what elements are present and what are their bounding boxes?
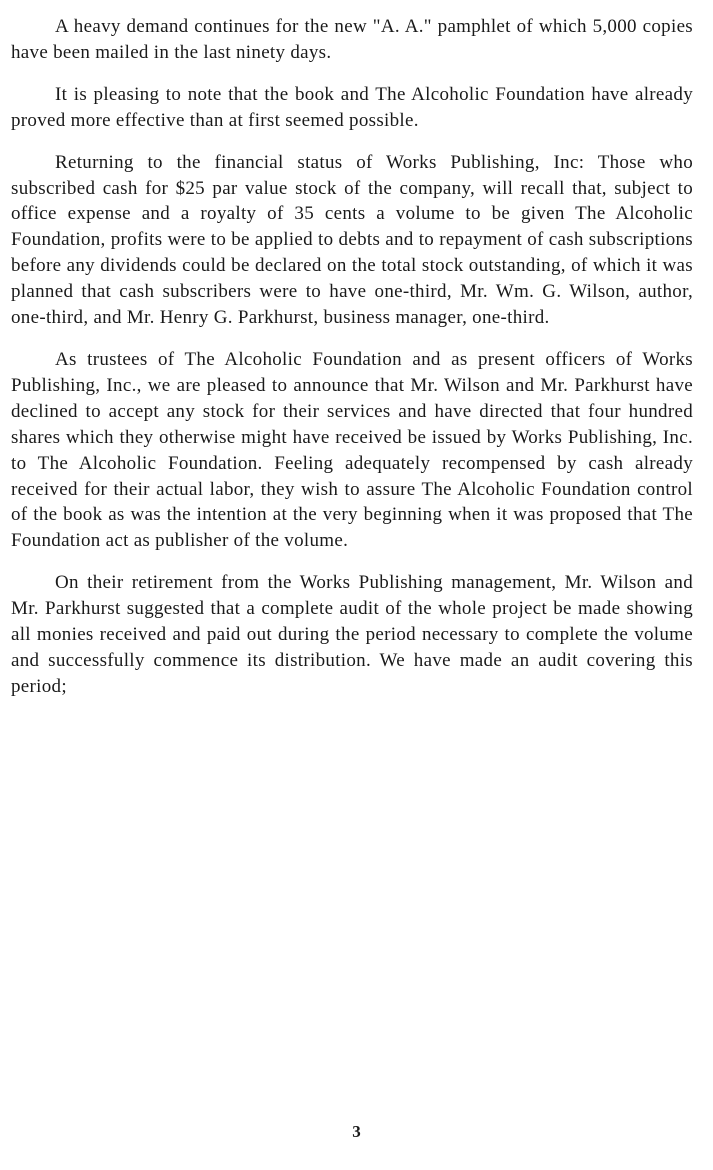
page-number: 3	[352, 1122, 361, 1141]
paragraph-pamphlet-demand: A heavy demand continues for the new "A. A." pamphlet of which 5,000 copies have been mailed in the last ninety days.	[11, 16, 693, 63]
paragraph-financial-status: Returning to the financial status of Works Publishing, Inc: Those who subscribed cash for $25 par value stock of the company, will recall that, subject to office expense and a royalty of 35 cents a volume to be given The Alcoholic Foundation, profits were to be applied to debts and to repayment of cash subscriptions before any dividends could be declared on the total stock outstanding, of which it was planned that cash subscribers were to have one-third, Mr. Wm. G. Wilson, author, one-third, and Mr. Henry G. Parkhurst, business manager, one-third.	[11, 151, 693, 329]
paragraph-trustees-announcement: As trustees of The Alcoholic Foundation and as present officers of Works Publishing, Inc., we are pleased to announce that Mr. Wilson and Mr. Parkhurst have declined to accept any stock for their services and have directed that four hundred shares which they otherwise might have received be issued by Works Publishing, Inc. to The Alcoholic Foundation. Feeling adequately recompensed by cash already received for their actual labor, they wish to assure The Alcoholic Foundation control of the book as was the intention at the very beginning when it was proposed that The Foundation act as publisher of the volume.	[11, 348, 693, 552]
paragraph-audit: On their retirement from the Works Publishing management, Mr. Wilson and Mr. Parkhurst suggested that a complete audit of the whole project be made showing all monies received and paid out during the period necessary to complete the volume and successfully commence its distribution. We have made an audit covering this period;	[11, 572, 693, 697]
paragraph-book-effectiveness: It is pleasing to note that the book and The Alcoholic Foundation have already proved more effective than at first seemed possible.	[11, 83, 693, 131]
